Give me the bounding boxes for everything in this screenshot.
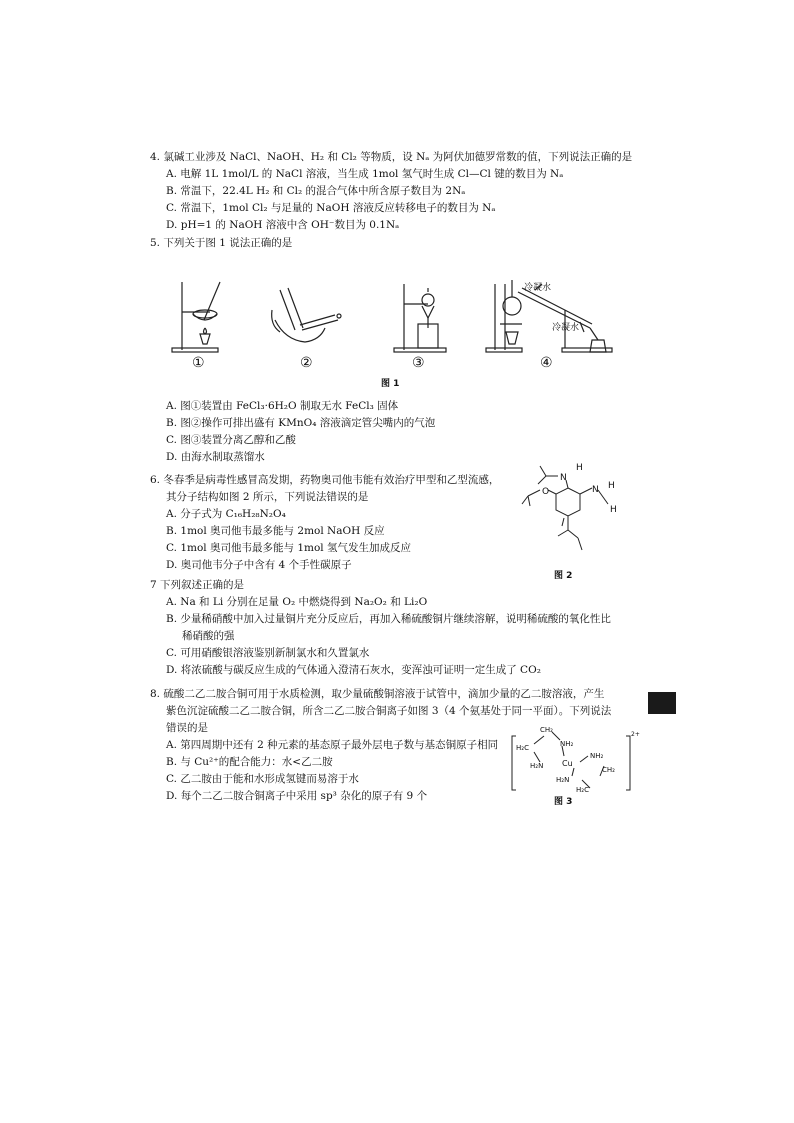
q4-option-b: B. 常温下，22.4L H₂ 和 Cl₂ 的混合气体中所含原子数目为 2Nₐ bbox=[166, 185, 466, 197]
q7-stem: 7 下列叙述正确的是 bbox=[150, 579, 245, 591]
q6-stem-line2: 其分子结构如图 2 所示，下列说法错误的是 bbox=[166, 491, 369, 503]
q6-atom-h1: H bbox=[576, 463, 583, 473]
question-5 bbox=[150, 235, 650, 252]
fig3-ligand-h2n-left: H₂N bbox=[530, 762, 544, 770]
q6-option-c: C. 1mol 奥司他韦最多能与 1mol 氢气发生加成反应 bbox=[166, 542, 411, 554]
fig1-caption: 图 1 bbox=[381, 379, 400, 389]
q5-stem: 5. 下列关于图 1 说法正确的是 bbox=[150, 237, 293, 249]
page-edge-tab bbox=[648, 692, 676, 714]
separation-apparatus bbox=[394, 284, 446, 352]
figure-3-complex-ion bbox=[510, 722, 640, 794]
q5-option-a: A. 图①装置由 FeCl₃·6H₂O 制取无水 FeCl₃ 固体 bbox=[166, 400, 399, 412]
q6-option-b: B. 1mol 奥司他韦最多能与 2mol NaOH 反应 bbox=[166, 525, 385, 537]
q8-stem-line3: 错误的是 bbox=[166, 722, 208, 734]
q7-option-d: D. 将浓硫酸与碳反应生成的气体通入澄清石灰水，变浑浊可证明一定生成了 CO₂ bbox=[166, 664, 541, 676]
evaporation-apparatus bbox=[172, 282, 220, 352]
q8-stem-line1: 8. 硫酸二乙二胺合铜可用于水质检测，取少量硫酸铜溶液于试管中，滴加少量的乙二胺溶液，产生 bbox=[150, 688, 605, 700]
q5-option-d: D. 由海水制取蒸馏水 bbox=[166, 451, 265, 463]
fig3-ligand-nh2-top: NH₂ bbox=[560, 740, 574, 748]
q5-fig-water-in: 冷凝水 bbox=[524, 283, 552, 293]
q8-option-a: A. 第四周期中还有 2 种元素的基态原子最外层电子数与基态铜原子相同 bbox=[166, 739, 499, 751]
question-6 bbox=[150, 472, 520, 574]
q7-option-a: A. Na 和 Li 分别在足量 O₂ 中燃烧得到 Na₂O₂ 和 Li₂O bbox=[166, 596, 428, 608]
figure-1-apparatus bbox=[160, 270, 620, 360]
q7-option-b: B. 少量稀硝酸中加入过量铜片充分反应后，再加入稀硫酸铜片继续溶解，说明稀硫酸的氧化性比 bbox=[166, 613, 611, 625]
q7-option-c: C. 可用硝酸银溶液鉴别新制氯水和久置氯水 bbox=[166, 647, 370, 659]
fig1-label-3: ③ bbox=[412, 355, 425, 371]
q6-atom-h2: H bbox=[608, 481, 615, 491]
q6-stem-line1: 6. 冬春季是病毒性感冒高发期，药物奥司他韦能有效治疗甲型和乙型流感， bbox=[150, 474, 500, 486]
fig3-caption: 图 3 bbox=[554, 797, 573, 807]
fig3-charge: 2+ bbox=[631, 731, 640, 738]
q4-option-d: D. pH=1 的 NaOH 溶液中含 OH⁻数目为 0.1Nₐ bbox=[166, 219, 400, 231]
q8-option-c: C. 乙二胺由于能和水形成氢键而易溶于水 bbox=[166, 773, 359, 785]
fig3-center-cu: Cu bbox=[562, 759, 573, 768]
q4-option-c: C. 常温下，1mol Cl₂ 与足量的 NaOH 溶液反应转移电子的数目为 Nₐ bbox=[166, 202, 496, 214]
q6-atom-n2: N bbox=[592, 485, 599, 495]
burette-hand-operation bbox=[272, 288, 341, 342]
question-7 bbox=[150, 577, 670, 679]
question-5-options bbox=[150, 398, 650, 466]
fig2-caption: 图 2 bbox=[554, 571, 573, 581]
q5-option-b: B. 图②操作可排出盛有 KMnO₄ 溶液滴定管尖嘴内的气泡 bbox=[166, 417, 436, 429]
q4-option-a: A. 电解 1L 1mol/L 的 NaCl 溶液，当生成 1mol 氢气时生成 Cl—Cl 键的数目为 Nₐ bbox=[166, 168, 564, 180]
fig3-ligand-ch2-top: CH₂ bbox=[540, 726, 553, 734]
q5-fig-water-out: 冷凝水 bbox=[552, 323, 580, 333]
question-4 bbox=[150, 149, 650, 234]
fig3-ligand-ch2-right: CH₂ bbox=[602, 766, 615, 774]
fig1-label-1: ① bbox=[192, 355, 205, 371]
q6-atom-h3: H bbox=[610, 505, 617, 515]
q6-atom-n1: N bbox=[560, 473, 567, 483]
q5-option-c: C. 图③装置分离乙醇和乙酸 bbox=[166, 434, 296, 446]
fig3-ligand-nh2-right: NH₂ bbox=[590, 752, 604, 760]
fig3-ligand-h2n-bottom: H₂N bbox=[556, 776, 570, 784]
q6-option-d: D. 奥司他韦分子中含有 4 个手性碳原子 bbox=[166, 559, 352, 571]
fig1-label-4: ④ bbox=[540, 355, 553, 371]
figure-2-oseltamivir-structure bbox=[518, 458, 628, 570]
q8-stem-line2: 紫色沉淀硫酸二乙二胺合铜，所含二乙二胺合铜离子如图 3（4 个氨基处于同一平面）。下列说法 bbox=[166, 705, 612, 717]
q7-option-b-cont: 稀硝酸的强 bbox=[182, 630, 235, 642]
q4-stem: 4. 氯碱工业涉及 NaCl、NaOH、H₂ 和 Cl₂ 等物质，设 Nₐ 为阿伏加德罗常数的值，下列说法正确的是 bbox=[150, 151, 633, 163]
q8-option-b: B. 与 Cu²⁺的配合能力：水<乙二胺 bbox=[166, 756, 333, 768]
q6-option-a: A. 分子式为 C₁₆H₂₈N₂O₄ bbox=[166, 508, 286, 520]
q6-atom-o: O bbox=[542, 487, 550, 497]
fig3-ligand-h2c-left: H₂C bbox=[516, 744, 529, 752]
fig3-ligand-h2c-bottom: H₂C bbox=[576, 786, 589, 794]
fig1-label-2: ② bbox=[300, 355, 313, 371]
q8-option-d: D. 每个二乙二胺合铜离子中采用 sp³ 杂化的原子有 9 个 bbox=[166, 790, 428, 802]
